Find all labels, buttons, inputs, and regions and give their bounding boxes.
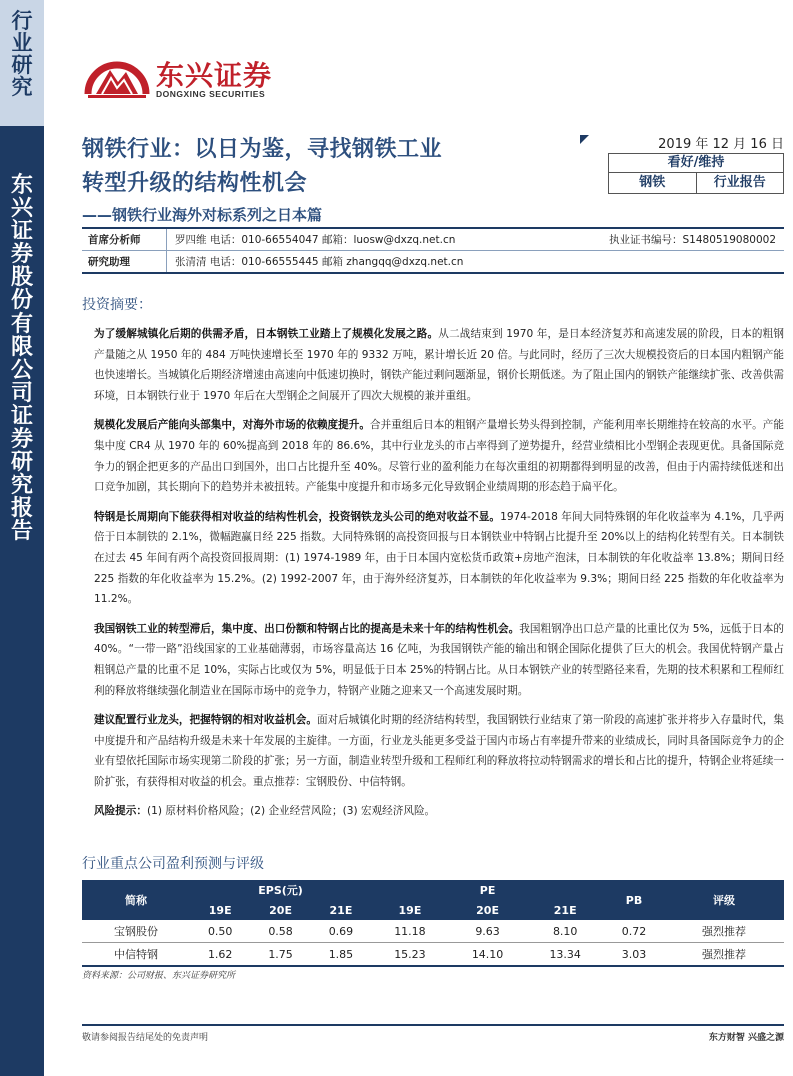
header-name: 简称 <box>82 880 190 920</box>
pe-value: 8.10 <box>526 920 604 943</box>
eps-value: 0.69 <box>311 920 371 943</box>
report-title-line1: 钢铁行业：以日为鉴，寻找钢铁工业 <box>82 137 443 162</box>
analyst-contact: 张清清 电话：010-66555445 邮箱 zhangqq@dxzq.net.cn <box>175 256 464 268</box>
table-row <box>82 943 784 967</box>
summary-paragraph: 建议配置行业龙头，把握特钢的相对收益机会。面对后城镇化时期的经济结构转型，我国钢铁行业结束了第一阶段的高速扩张并将步入存量时代，集中度提升和产品结构升级是未来十年发展的主旋律。一方面，行业龙头能更多受益于国内市场占有率提升带来的业绩成长，同时具备国际竞争力的企业有望依托国际市场实现第二阶段的扩张；另一方面，制造业转型升级和工程师红利的释放将拉动特钢需求的增长和占比的提升，特钢企业将延续一阶扩张，有获得相对收益的机会。重点推荐：宝钢股份、中信特钢。 <box>94 714 785 788</box>
analyst-role: 研究助理 <box>82 251 167 272</box>
industry-rating: 看好/维持 <box>608 153 784 172</box>
logo-emblem-icon <box>82 48 152 106</box>
report-tags <box>608 172 784 194</box>
pb-value: 0.72 <box>604 920 664 943</box>
header-rating: 评级 <box>664 880 784 920</box>
header-year: 21E <box>311 900 371 920</box>
pe-value: 15.23 <box>371 943 449 967</box>
header-pe: PE <box>371 880 604 900</box>
table-source: 资料来源：公司财报、东兴证券研究所 <box>82 971 236 981</box>
pe-value: 11.18 <box>371 920 449 943</box>
report-subtitle: ——钢铁行业海外对标系列之日本篇 <box>82 206 323 224</box>
analyst-contact: 罗四维 电话：010-66554047 邮箱：luosw@dxzq.net.cn <box>175 234 456 246</box>
forecast-table <box>82 880 784 967</box>
eps-value: 1.62 <box>190 943 250 967</box>
sidebar <box>0 0 44 1076</box>
pe-value: 13.34 <box>526 943 604 967</box>
report-info-box <box>580 133 784 197</box>
industry-tag: 钢铁 <box>639 175 666 190</box>
corner-triangle-icon <box>580 135 589 144</box>
risk-warning: 风险提示：(1) 原材料价格风险；(2) 企业经营风险；(3) 宏观经济风险。 <box>94 805 436 818</box>
analyst-certificate: 执业证书编号：S1480519080002 <box>608 234 776 246</box>
pe-value: 9.63 <box>449 920 527 943</box>
sidebar-category <box>0 0 44 126</box>
footer-disclaimer: 敬请参阅报告结尾处的免责声明 <box>82 1033 209 1043</box>
sidebar-publisher <box>0 126 44 1076</box>
header-pb: PB <box>604 880 664 920</box>
summary-paragraph: 我国钢铁工业的转型滞后，集中度、出口份额和特钢占比的提高是未来十年的结构性机会。我国粗钢净出口总产量的比重比仅为 5%，远低于日本的 40%。“一带一路”沿线国家的工业基础薄弱，市场容量高达 16 亿吨，为我国钢铁产能的输出和钢企国际化提供了巨大的机会。我国优特钢产量占粗钢总产量的比重不足 10%，实际占比或仅为 5%，明显低于日本 25%的特钢占比。从日本钢铁产业的转型路径来看，先期的技术积累和工程师红利的释放将继续强化制造业在国际市场中的竞争力，特钢产业随之迎来又一个高速发展时期。 <box>94 622 785 697</box>
pe-value: 14.10 <box>449 943 527 967</box>
header-year: 19E <box>371 900 449 920</box>
header-year: 19E <box>190 900 250 920</box>
eps-value: 0.58 <box>250 920 310 943</box>
logo-english-name: DONGXING SECURITIES <box>156 89 266 99</box>
sidebar-publisher-label: 东 兴 证 券 股 份 有 限 公 司 证 券 研 究 报 告 <box>10 173 33 545</box>
forecast-table-title: 行业重点公司盈利预测与评级 <box>82 856 264 872</box>
footer-divider <box>82 1024 784 1026</box>
eps-value: 1.85 <box>311 943 371 967</box>
logo-name: 东兴证券 <box>156 60 273 91</box>
header-year: 21E <box>526 900 604 920</box>
analyst-table <box>82 227 784 274</box>
rating-value: 强烈推荐 <box>664 943 784 967</box>
eps-value: 1.75 <box>250 943 310 967</box>
report-date: 2019 年 12 月 16 日 <box>658 137 784 152</box>
footer-slogan: 东方财智 兴盛之源 <box>708 1033 784 1043</box>
table-row <box>82 920 784 943</box>
report-type-tag: 行业报告 <box>696 173 784 193</box>
report-title-line2: 转型升级的结构性机会 <box>82 171 308 196</box>
analyst-row <box>82 229 784 250</box>
analyst-row <box>82 250 784 272</box>
company-name: 中信特钢 <box>82 943 190 967</box>
summary-body <box>94 324 784 831</box>
summary-heading: 投资摘要： <box>82 297 152 313</box>
analyst-role: 首席分析师 <box>82 229 167 250</box>
summary-paragraph: 为了缓解城镇化后期的供需矛盾，日本钢铁工业踏上了规模化发展之路。从二战结束到 1970 年，是日本经济复苏和高速发展的阶段，日本的粗钢产量随之从 1950 年的 484 万吨快速增长至 1970 年的 9332 万吨，累计增长近 20 倍。与此同时，经历了三次大规模投资后的日本国内粗钢产能也快速增长。当城镇化后期经济增速由高速向中低速切换时，钢铁产能过剩问题渐显，钢价长期低迷。为了阻止国内的钢铁产能继续扩张、改善供需环境，日本钢铁行业于 1970 年后在大型钢企之间展开了四次大规模的兼并重组。 <box>94 328 784 402</box>
header-year: 20E <box>449 900 527 920</box>
header-eps: EPS(元) <box>190 880 371 900</box>
pb-value: 3.03 <box>604 943 664 967</box>
header-year: 20E <box>250 900 310 920</box>
company-name: 宝钢股份 <box>82 920 190 943</box>
sidebar-category-label: 行 业 研 究 <box>11 9 33 100</box>
company-logo <box>82 48 302 106</box>
eps-value: 0.50 <box>190 920 250 943</box>
rating-value: 强烈推荐 <box>664 920 784 943</box>
summary-paragraph: 规模化发展后产能向头部集中，对海外市场的依赖度提升。合并重组后日本的粗钢产量增长势头得到控制，产能利用率长期维持在较高的水平。产能集中度 CR4 从 1970 年的 60%提高到 2018 年的 86.6%，其中行业龙头的市占率得到了逆势提升，经营业绩相比小型钢企表现更优。具备国际竞争力的钢企把更多的产品出口到国外，出口占比提升至 40%。尽管行业的盈利能力在每次重组的初期都得到明显的改善，但由于内需持续低迷和出口竞争加剧，其长期向下的趋势并未被扭转。产能集中度提升和市场多元化导致钢企业绩周期的形态趋于扁平化。 <box>94 419 785 494</box>
summary-paragraph: 特钢是长周期向下能获得相对收益的结构性机会，投资钢铁龙头公司的绝对收益不显。1974-2018 年间大同特殊钢的年化收益率为 4.1%，几乎两倍于日本制铁的 2.1%，微幅跑赢日经 225 指数。大同特殊钢的高投资回报与日本钢铁业中特钢占比提升至 20%以上的结构化转型有关。日本制铁在过去 45 年间有两个高投资回报周期：(1) 1974-1989 年，由于日本国内宽松货币政策+房地产泡沫，日本制铁的年化收益率 13.8%；期间日经 225 指数的年化收益率为 15.2%。(2) 1992-2007 年，由于海外经济复苏，日本制铁的年化收益率为 9.3%；期间日经 225 指数的年化收益率为 11.2%。 <box>94 510 785 606</box>
